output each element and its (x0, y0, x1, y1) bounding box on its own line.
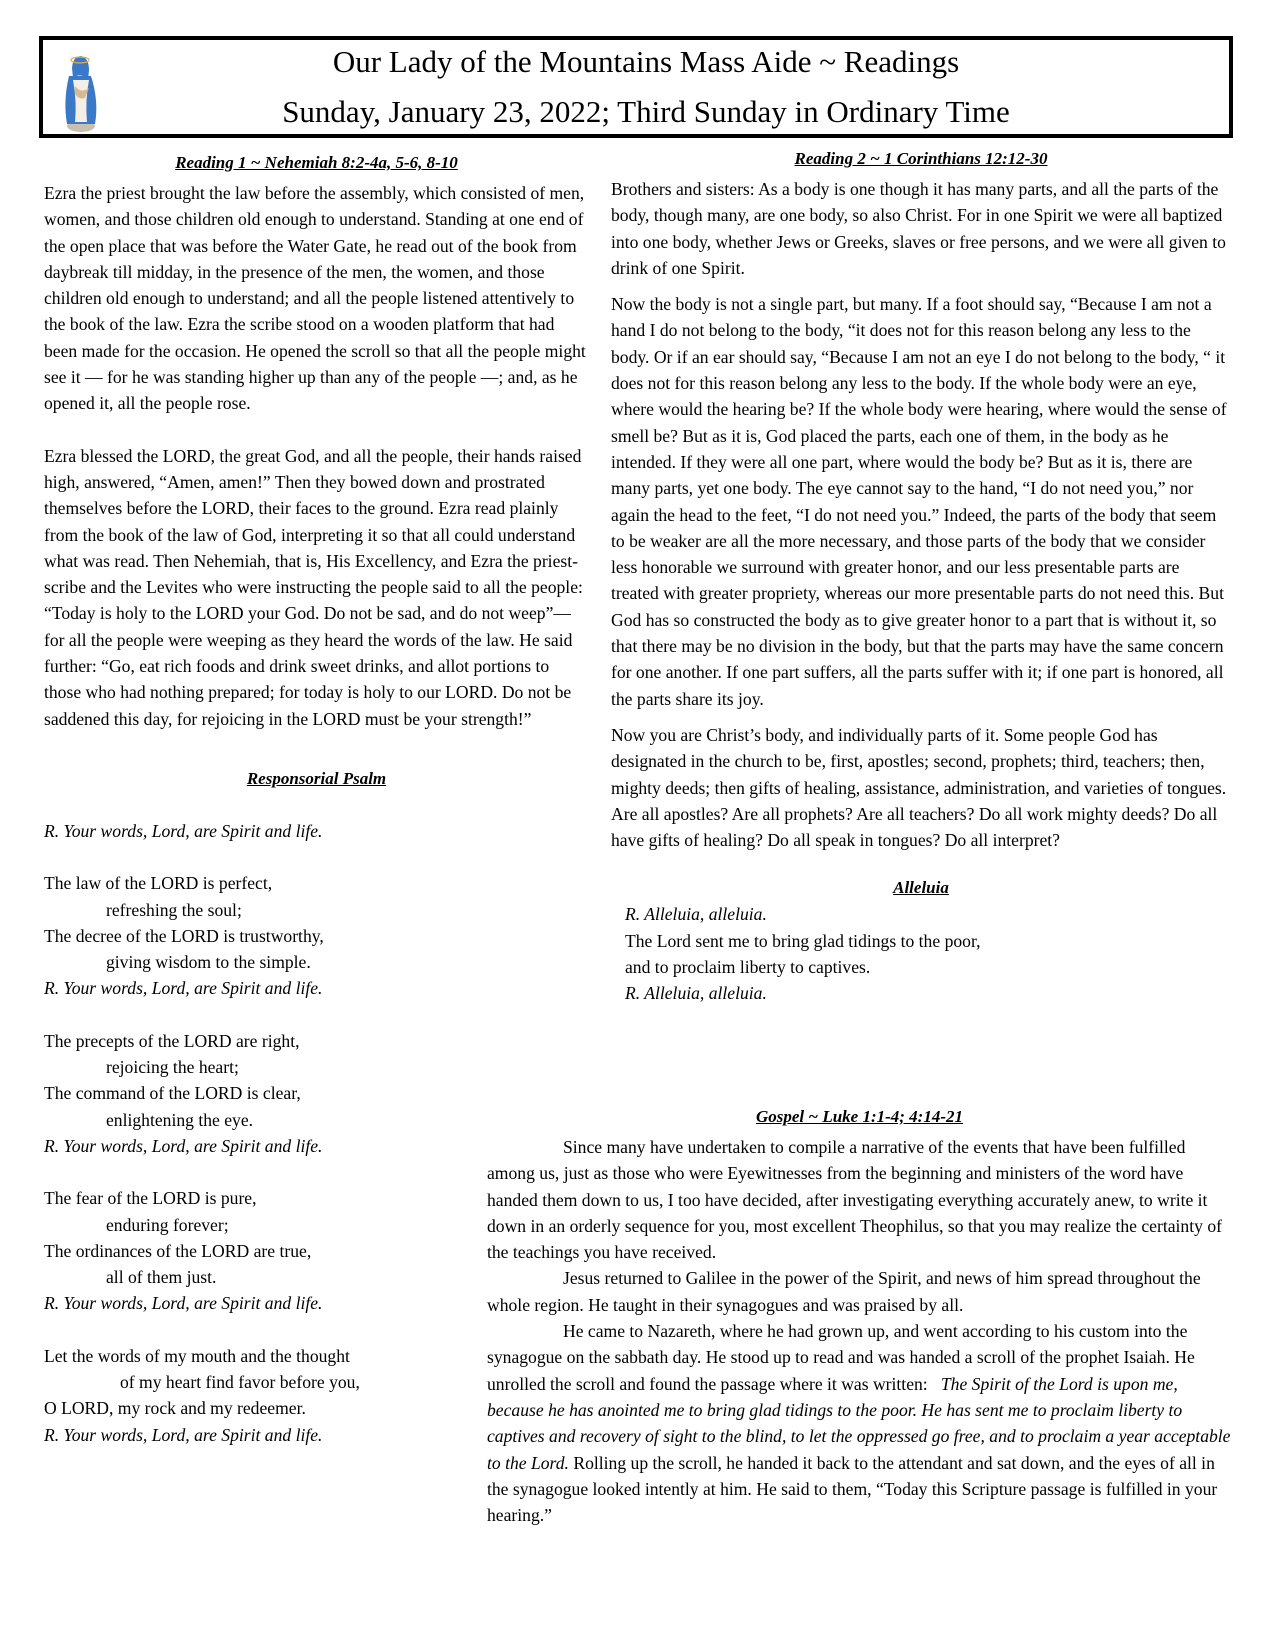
psalm-line: enlightening the eye. (106, 1109, 254, 1130)
reading2-paragraph: Brothers and sisters: As a body is one though it has many parts, and all the parts of the body, though many, are one body, so also Christ. For in one Spirit we were all baptized into one body, whether Jews or Greeks, slaves or free persons, and we were all given to drink of one Spirit. (611, 179, 1226, 278)
psalm-line: The ordinances of the LORD are true, (44, 1240, 312, 1261)
right-column (611, 146, 1231, 1007)
psalm-line: The law of the LORD is perfect, (44, 873, 273, 894)
header-box (39, 36, 1233, 138)
alleluia-verse: The Lord sent me to bring glad tidings to the poor, (625, 930, 981, 951)
gospel-text: He came to Nazareth, where he had grown up, and went according to his custom into the synagogue on the sabbath day. He stood up to read and was handed a scroll of the prophet Isaiah. He unrolled the scroll and found the passage where it was written: (487, 1321, 1200, 1394)
psalm-line: all of them just. (106, 1267, 217, 1288)
psalm-line: refreshing the soul; (106, 899, 242, 920)
gospel-paragraph (487, 1318, 1232, 1528)
alleluia-heading: Alleluia (893, 878, 949, 898)
psalm-line: The precepts of the LORD are right, (44, 1030, 300, 1051)
alleluia-response: R. Alleluia, alleluia. (625, 983, 767, 1004)
psalm-line: O LORD, my rock and my redeemer. (44, 1398, 306, 1419)
isaiah-quote: The Spirit of the Lord is upon me, because he has anointed me to bring glad tidings to the poor. He has sent me to proclaim liberty to captives and recovery of sight to the blind, to let the oppressed go free, and to proclaim a year acceptable to the Lord. (487, 1373, 1231, 1473)
reading1-heading: Reading 1 ~ Nehemiah 8:2-4a, 5-6, 8-10 (175, 153, 458, 172)
page-title: Our Lady of the Mountains Mass Aide ~ Readings (332, 44, 960, 79)
psalm-response: R. Your words, Lord, are Spirit and life. (44, 978, 323, 999)
gospel-text: Rolling up the scroll, he handed it back to the attendant and sat down, and the eyes of all in the synagogue looked intently at him. He said to them, “Today this Scripture passage is fulfilled in your hearing.” (487, 1452, 1218, 1526)
reading2-heading: Reading 2 ~ 1 Corinthians 12:12-30 (794, 149, 1048, 168)
psalm-heading: Responsorial Psalm (246, 768, 387, 788)
psalm-line: giving wisdom to the simple. (106, 952, 311, 973)
psalm-line: enduring forever; (106, 1214, 229, 1235)
psalm-response: R. Your words, Lord, are Spirit and life. (44, 820, 323, 841)
psalm-line: The decree of the LORD is trustworthy, (44, 925, 324, 946)
psalm-response: R. Your words, Lord, are Spirit and life. (44, 1424, 323, 1445)
psalm-line: The fear of the LORD is pure, (44, 1188, 257, 1209)
gospel-section (487, 1107, 1232, 1528)
reading2-paragraph: Now the body is not a single part, but many. If a foot should say, “Because I am not a hand I do not belong to the body, “it does not for this reason belong any less to the body. Or if an ear should say, “Because I am not an eye I do not belong to the body, “ it does not for this reason belong any less to the body. If the whole body were an eye, where would the hearing be? If the whole body were hearing, where would the sense of smell be? But as it is, God placed the parts, each one of them, in the body as he intended. If they were all one part, where would the body be? But as it is, there are many parts, yet one body. The eye cannot say to the hand, “I do not need you,” nor again the head to the feet, “I do not need you.” Indeed, the parts of the body that seem to be weaker are all the more necessary, and those parts of the body that we consider less honorable we surround with greater honor, and our less presentable parts are treated with greater propriety, whereas our more presentable parts do not need this. But God has so constructed the body as to give greater honor to a part that is without it, so that there may be no division in the body, but that the parts may have the same concern for one another. If one part suffers, all the parts suffer with it; if one part is honored, all the parts share its joy. (611, 294, 1227, 709)
reading1-paragraph: Ezra blessed the LORD, the great God, and all the people, their hands raised high, answered, “Amen, amen!” Then they bowed down and prostrated themselves before the LORD, their faces to the ground. Ezra read plainly from the book of the law of God, interpreting it so that all could understand what was read. Then Nehemiah, that is, His Excellency, and Ezra the priest-scribe and the Levites who were instructing the people said to all the people: “Today is holy to the LORD your God. Do not be sad, and do not weep”— for all the people were weeping as they heard the words of the law. He said further: “Go, eat rich foods and drink sweet drinks, and allot portions to those who had nothing prepared; for today is holy to our LORD. Do not be saddened this day, for rejoicing in the LORD must be your strength!” (44, 445, 583, 729)
reading1-paragraph: Ezra the priest brought the law before the assembly, which consisted of men, women, and those children old enough to understand. Standing at one end of the open place that was before the Water Gate, he read out of the book from daybreak till midday, in the presence of the men, the women, and those children old enough to understand; and all the people listened attentively to the book of the law. Ezra the scribe stood on a wooden platform that had been made for the occasion. He opened the scroll so that all the people might see it — for he was standing higher up than any of the people —; and, as he opened it, all the people rose. (44, 183, 586, 414)
gospel-heading: Gospel ~ Luke 1:1-4; 4:14-21 (755, 1107, 964, 1126)
reading2-paragraph: Now you are Christ’s body, and individually parts of it. Some people God has designated in the church to be, first, apostles; second, prophets; third, teachers; then, mighty deeds; then gifts of healing, assistance, administration, and varieties of tongues. Are all apostles? Are all prophets? Are all teachers? Do all work mighty deeds? Do all have gifts of healing? Do all speak in tongues? Do all interpret? (611, 724, 1227, 851)
psalm-response: R. Your words, Lord, are Spirit and life. (44, 1135, 323, 1156)
psalm-line: Let the words of my mouth and the thought (44, 1345, 350, 1366)
alleluia-verse: and to proclaim liberty to captives. (625, 957, 871, 978)
alleluia-response: R. Alleluia, alleluia. (625, 904, 767, 925)
gospel-paragraph: Since many have undertaken to compile a narrative of the events that have been fulfilled among us, just as those who were Eyewitnesses from the beginning and ministers of the word have handed them down to us, I too have decided, after investigating everything accurately anew, to write it down in an orderly sequence for you, most excellent Theophilus, so that you may realize the certainty of the teachings you have received. (487, 1137, 1222, 1263)
psalm-line: The command of the LORD is clear, (44, 1083, 301, 1104)
gospel-paragraph: Jesus returned to Galilee in the power of the Spirit, and news of him spread throughout the whole region. He taught in their synagogues and was praised by all. (487, 1268, 1201, 1315)
psalm-line: rejoicing the heart; (106, 1057, 239, 1078)
page-subtitle: Sunday, January 23, 2022; Third Sunday in Ordinary Time (282, 94, 1010, 129)
psalm-response: R. Your words, Lord, are Spirit and life. (44, 1293, 323, 1314)
psalm-line: of my heart find favor before you, (120, 1371, 360, 1392)
